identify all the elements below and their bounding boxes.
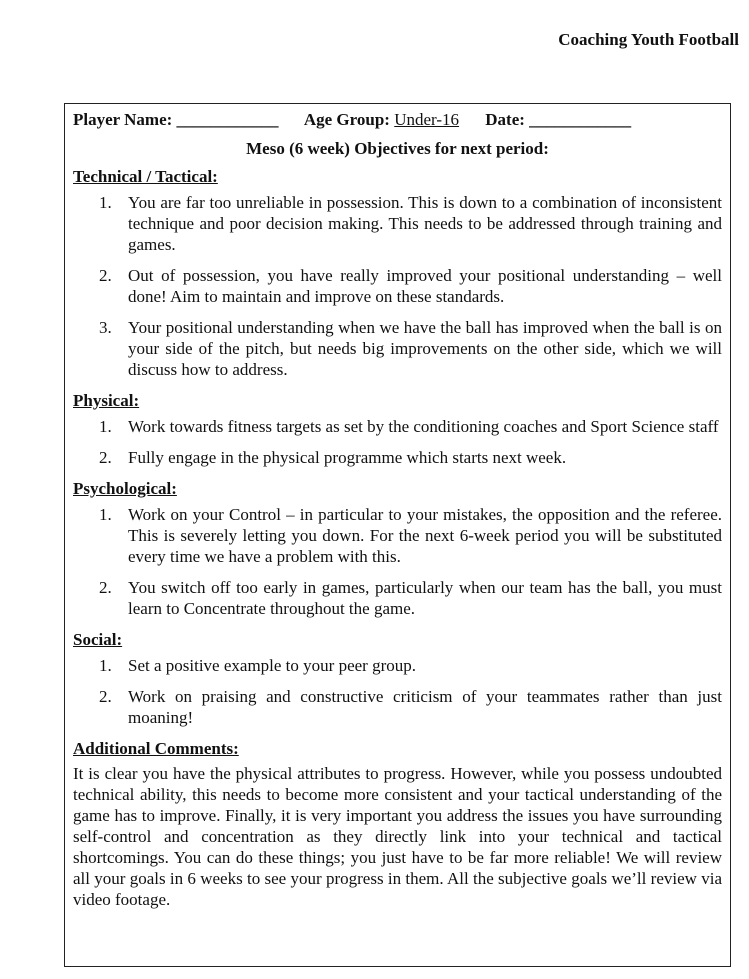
section-additional-title: Additional Comments: (73, 739, 239, 758)
player-name-field: Player Name: ____________ (73, 110, 279, 129)
list-number: 1. (99, 193, 112, 212)
list-item (73, 265, 722, 307)
list-number: 2. (99, 578, 112, 597)
list-number: 3. (99, 318, 112, 337)
list-text: Work on your Control – in particular to your mistakes, the opposition and the referee. This is severely letting you down. For the next 6-week period you will be substituted every time we have a problem with this. (128, 505, 722, 566)
page-header-title: Coaching Youth Football (558, 30, 739, 49)
list-number: 1. (99, 656, 112, 675)
list-number: 1. (99, 417, 112, 436)
list-number: 2. (99, 266, 112, 285)
list-item (73, 655, 722, 676)
list-number: 1. (99, 505, 112, 524)
list-text: Fully engage in the physical programme which starts next week. (128, 448, 567, 467)
social-list (73, 655, 722, 728)
list-item (73, 192, 722, 255)
list-item (73, 686, 722, 728)
list-text: Work towards fitness targets as set by the conditioning coaches and Sport Science staff (128, 417, 719, 436)
list-item (73, 317, 722, 380)
list-item (73, 577, 722, 619)
additional-comments-text: It is clear you have the physical attributes to progress. However, while you possess undoubted technical ability, this needs to become more consistent and your tactical understanding of the game has to improve. Finally, it is very important you address the issues you have surrounding self-control and concentration as they directly link into your technical and tactical shortcomings. You can do these things; you just have to be far more reliable! We will review all your goals in 6 weeks to see your progress in them. All the subjective goals we’ll review via video footage. (73, 764, 722, 909)
list-number: 2. (99, 687, 112, 706)
age-group-value: Under-16 (394, 110, 460, 129)
form-info-row (73, 109, 722, 131)
date-field: Date: ____________ (485, 110, 632, 129)
list-item (73, 447, 722, 468)
list-text: Your positional understanding when we have the ball has improved when the ball is on your side of the pitch, but needs big improvements on the other side, which we will discuss how to address. (128, 318, 722, 379)
objectives-title: Meso (6 week) Objectives for next period: (246, 139, 549, 158)
list-text: You are far too unreliable in possession. This is down to a combination of inconsistent technique and poor decision making. This needs to be addressed through training and games. (128, 193, 722, 254)
list-text: Out of possession, you have really improved your positional understanding – well done! Aim to maintain and improve on these standards. (128, 266, 722, 306)
list-text: You switch off too early in games, particularly when our team has the ball, you must learn to Concentrate throughout the game. (128, 578, 722, 618)
section-psychological-title: Psychological: (73, 479, 177, 498)
physical-list (73, 416, 722, 468)
list-text: Set a positive example to your peer group. (128, 656, 416, 675)
section-physical-title: Physical: (73, 391, 140, 410)
list-text: Work on praising and constructive criticism of your teammates rather than just moaning! (128, 687, 722, 727)
technical-list (73, 192, 722, 380)
section-social-title: Social: (73, 630, 123, 649)
list-item (73, 416, 722, 437)
psychological-list (73, 504, 722, 619)
section-technical-title: Technical / Tactical: (73, 167, 218, 186)
list-item (73, 504, 722, 567)
age-group-label: Age Group: (303, 110, 390, 129)
list-number: 2. (99, 448, 112, 467)
objectives-form (64, 103, 731, 967)
